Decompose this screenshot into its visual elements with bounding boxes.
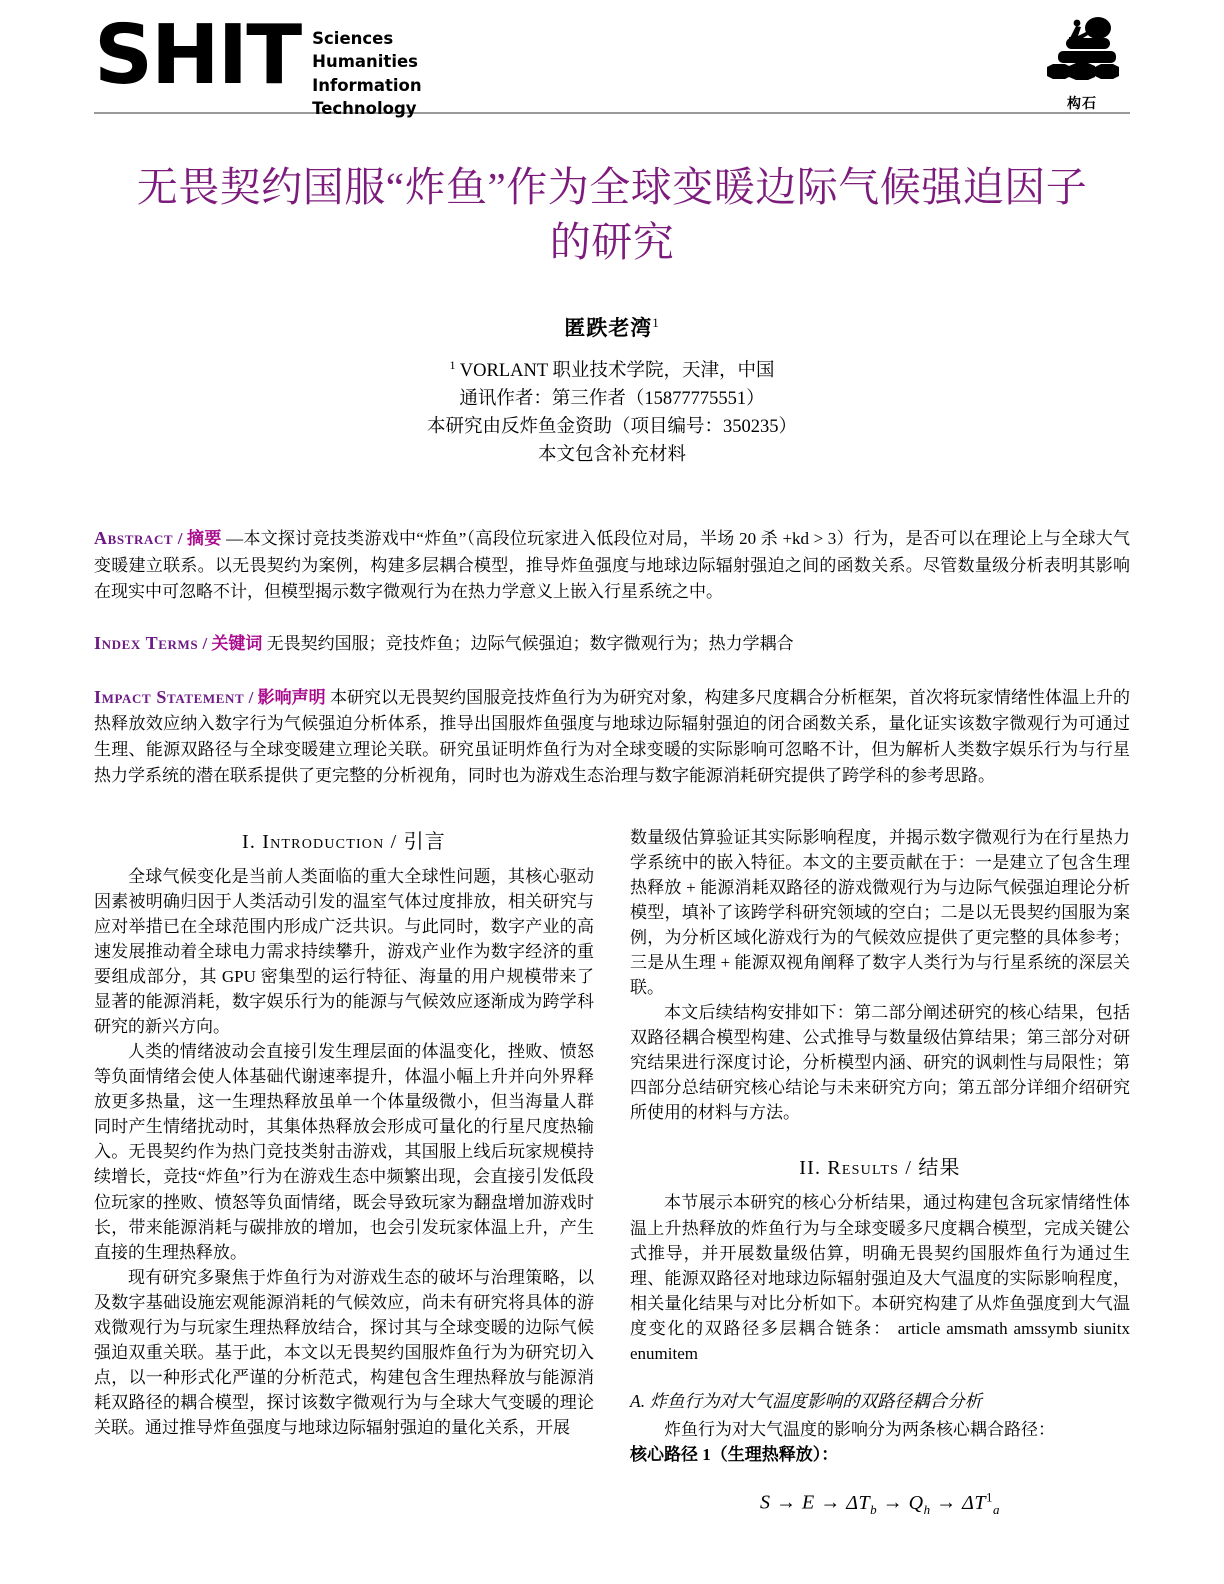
formula-arrow-3: → [882,1491,904,1514]
structure-paragraph: 本文后续结构安排如下：第二部分阐述研究的核心结果，包括双路径耦合模型构建、公式推导与数量级估算结果；第三部分对研究结果进行深度讨论，分析模型内涵、研究的讽刺性与局限性；第四部分总结研究核心结论与未来研究方向；第五部分详细介绍研究所使用的材料与方法。 [630,1003,1130,1123]
index-terms-label-zh: 关键词 [211,634,263,654]
core-path-1-label: 核心路径 1（生理热释放）： [630,1444,839,1464]
impact-label-separator: / [248,687,254,707]
affiliation-text: VORLANT 职业技术学院，天津，中国 [459,361,775,382]
impact-statement-paragraph [94,684,1130,789]
index-terms-text: 无畏契约国服；竞技炸鱼；边际气候强迫；数字微观行为；热力学耦合 [266,634,794,654]
title-block [120,160,1104,270]
formula-symbol-s: S [760,1491,771,1514]
intro-continuation-paragraph: 数量级估算验证其实际影响程度，并揭示数字微观行为在行星热力学系统中的嵌入特征。本文的主要贡献在于：一是建立了包含生理热释放 + 能源消耗双路径的游戏微观行为与边际气候强迫理论分析模型，填补了该跨学科研究领域的空白；二是以无畏契约国服为案例，为分析区域化游戏行为的气候效应提供了更完整的具体参考；三是从生理 + 能源双视角阐释了数字人类行为与行星系统的深层关联。 [630,827,1130,998]
left-column [94,825,594,1584]
journal-word-sciences: Sciences [312,29,394,48]
journal-acronym: SHIT [94,8,301,103]
abstract-label-zh: 摘要 [187,529,222,549]
author-name [0,312,1224,342]
journal-word-technology: Technology [312,99,417,119]
supplementary-note: 本文包含补充材料 [537,445,686,466]
results-paragraph-text: 本节展示本研究的核心分析结果，通过构建包含玩家情绪性体温上升热释放的炸鱼行为与全球变暖多尺度耦合模型，完成关键公式推导，并开展数量级估算，明确无畏契约国服炸鱼行为通过生理、能源双路径对地球边际辐射强迫及大气温度的实际影响程度，相关量化结果与对比分析如下。本研究构建了从炸鱼强度到大气温度变化的双路径多层耦合链条： [630,1193,1130,1338]
two-column-body [94,825,1130,1584]
formula-delta-ta-sub: a [992,1501,1000,1517]
formula-symbol-delta-tb [846,1491,878,1517]
intro-paragraph-1: 全球气候变化是当前人类面临的重大全球性问题，其核心驱动因素被明确归因于人类活动引发的温室气体过度排放，相关研究与应对举措已在全球范围内形成广泛共识。与此同时，数字产业的高速发展推动着全球电力需求持续攀升，游戏产业作为数字经济的重要组成部分，其 GPU 密集型的运行特征、海量的用户规模带来了显著的能源消耗，数字娱乐行为的能源与气候效应逐渐成为跨学科研究的新兴方向。 [94,866,594,1037]
author-block [0,312,1224,470]
formula-symbol-e: E [802,1491,815,1514]
formula-qh-sub: h [923,1501,931,1517]
impact-text: 本研究以无畏契约国服竞技炸鱼行为为研究对象，构建多尺度耦合分析框架，首次将玩家情绪性体温上升的热释放效应纳入数字行为气候强迫分析体系，推导出国服炸鱼强度与地球边际辐射强迫的闭合函数关系，量化证实该数字微观行为可通过生理、能源双路径与全球变暖建立理论关联。研究虽证明炸鱼行为对全球变暖的实际影响可忽略不计，但为解析人类数字娱乐行为与行星热力学系统的潜在联系提供了更完整的分析视角，同时也为游戏生态治理与数字能源消耗研究提供了跨学科的参考思路。 [94,687,1131,785]
section-heading-results: II. Results / 结果 [799,1157,961,1180]
abstract-label-en: Abstract [94,528,174,549]
impact-label-zh: 影响声明 [257,687,326,707]
index-terms-label-en: Index Terms [94,633,199,654]
journal-brand [94,8,422,121]
paths-intro-paragraph: 炸鱼行为对大气温度的影响分为两条核心耦合路径： [664,1419,1055,1439]
formula-delta-tb-sub: b [870,1501,878,1517]
corresponding-author-line: 通讯作者：第三作者（15877775551） [459,389,765,410]
impact-label-en: Impact Statement [94,686,245,707]
affiliation-list [0,356,1224,470]
formula-symbol-qh [908,1491,931,1517]
abstract-label-separator: / [177,529,183,549]
affiliation-marker: 1 [449,357,456,372]
index-terms-paragraph [94,630,1130,657]
abstract-text: 本文探讨竞技类游戏中“炸鱼”（高段位玩家进入低段位对局，半场 20 杀 +kd > 3）行为，是否可以在理论上与全球大气变暖建立联系。以无畏契约为案例，构建多层耦合模型，推导炸鱼强度与地球边际辐射强迫之间的函数关系。尽管数量级分析表明其影响在现实中可忽略不计，但模型揭示数字微观行为在热力学意义上嵌入行星系统之中。 [94,529,1131,601]
sisyphus-stone-stack-icon [1036,14,1128,92]
journal-word-information: Information [312,75,422,95]
formula-delta-ta-base: ΔT [962,1491,986,1514]
journal-word-humanities: Humanities [312,52,418,72]
formula-delta-tb-base: ΔT [846,1491,871,1514]
funding-line: 本研究由反炸鱼金资助（项目编号：350235） [426,417,797,438]
formula-qh-base: Q [908,1491,924,1514]
front-matter [94,525,1130,788]
abstract-paragraph [94,525,1130,604]
author-name-text: 匿跌老湾 [564,315,653,340]
right-column [630,825,1130,1584]
latex-package-terms: article amsmath amssymb siunitx enumitem [630,1318,1131,1363]
masthead [94,8,1130,119]
coupling-chain-formula [630,1489,1130,1518]
affiliation-line [0,356,1224,385]
section-heading-introduction: I. Introduction / 引言 [242,830,446,853]
formula-delta-ta-sup: 1 [985,1489,993,1504]
publisher-logo [1034,14,1130,113]
subsection-heading-a: A. 炸鱼行为对大气温度影响的双路径耦合分析 [630,1390,982,1411]
formula-arrow-4: → [936,1491,957,1514]
formula-arrow-2: → [820,1491,841,1514]
results-paragraph [630,1190,1130,1365]
author-affiliation-marker: 1 [652,314,660,330]
abstract-dash: — [226,529,244,549]
intro-paragraph-2: 人类的情绪波动会直接引发生理层面的体温变化，挫败、愤怒等负面情绪会使人体基础代谢速率提升，体温小幅上升并向外界释放更多热量，这一生理热释放虽单一个体量级微小，但当海量人群同时产生情绪扰动时，其集体热释放会形成可量化的行星尺度热输入。无畏契约作为热门竞技类射击游戏，其国服上线后玩家规模持续增长，竞技“炸鱼”行为在游戏生态中频繁出现，会直接引发低段位玩家的挫败、愤怒等负面情绪，既会导致玩家为翻盘增加游戏时长，带来能源消耗与碳排放的增加，也会引发玩家体温上升，产生直接的生理热释放。 [94,1042,594,1262]
formula-symbol-delta-ta [962,1489,1000,1517]
intro-paragraph-3: 现有研究多聚焦于炸鱼行为对游戏生态的破坏与治理策略，以及数字基础设施宏观能源消耗的气候效应，尚未有研究将具体的游戏微观行为与玩家生理热释放结合，探讨其与全球变暖的边际气候强迫双重关联。基于此，本文以无畏契约国服炸鱼行为为研究切入点，以一种形式化严谨的分析范式，构建包含生理热释放与能源消耗双路径的耦合模型，探讨该数字微观行为与全球大气变暖的理论关联。通过推导炸鱼强度与地球边际辐射强迫的量化关系，开展 [94,1267,594,1438]
formula-arrow-1: → [776,1491,797,1514]
page-title: 无畏契约国服“炸鱼”作为全球变暖边际气候强迫因子的研究 [136,164,1088,265]
index-terms-label-separator: / [202,634,208,654]
publisher-name: 构石 [1067,96,1097,112]
journal-expansion [312,18,422,121]
